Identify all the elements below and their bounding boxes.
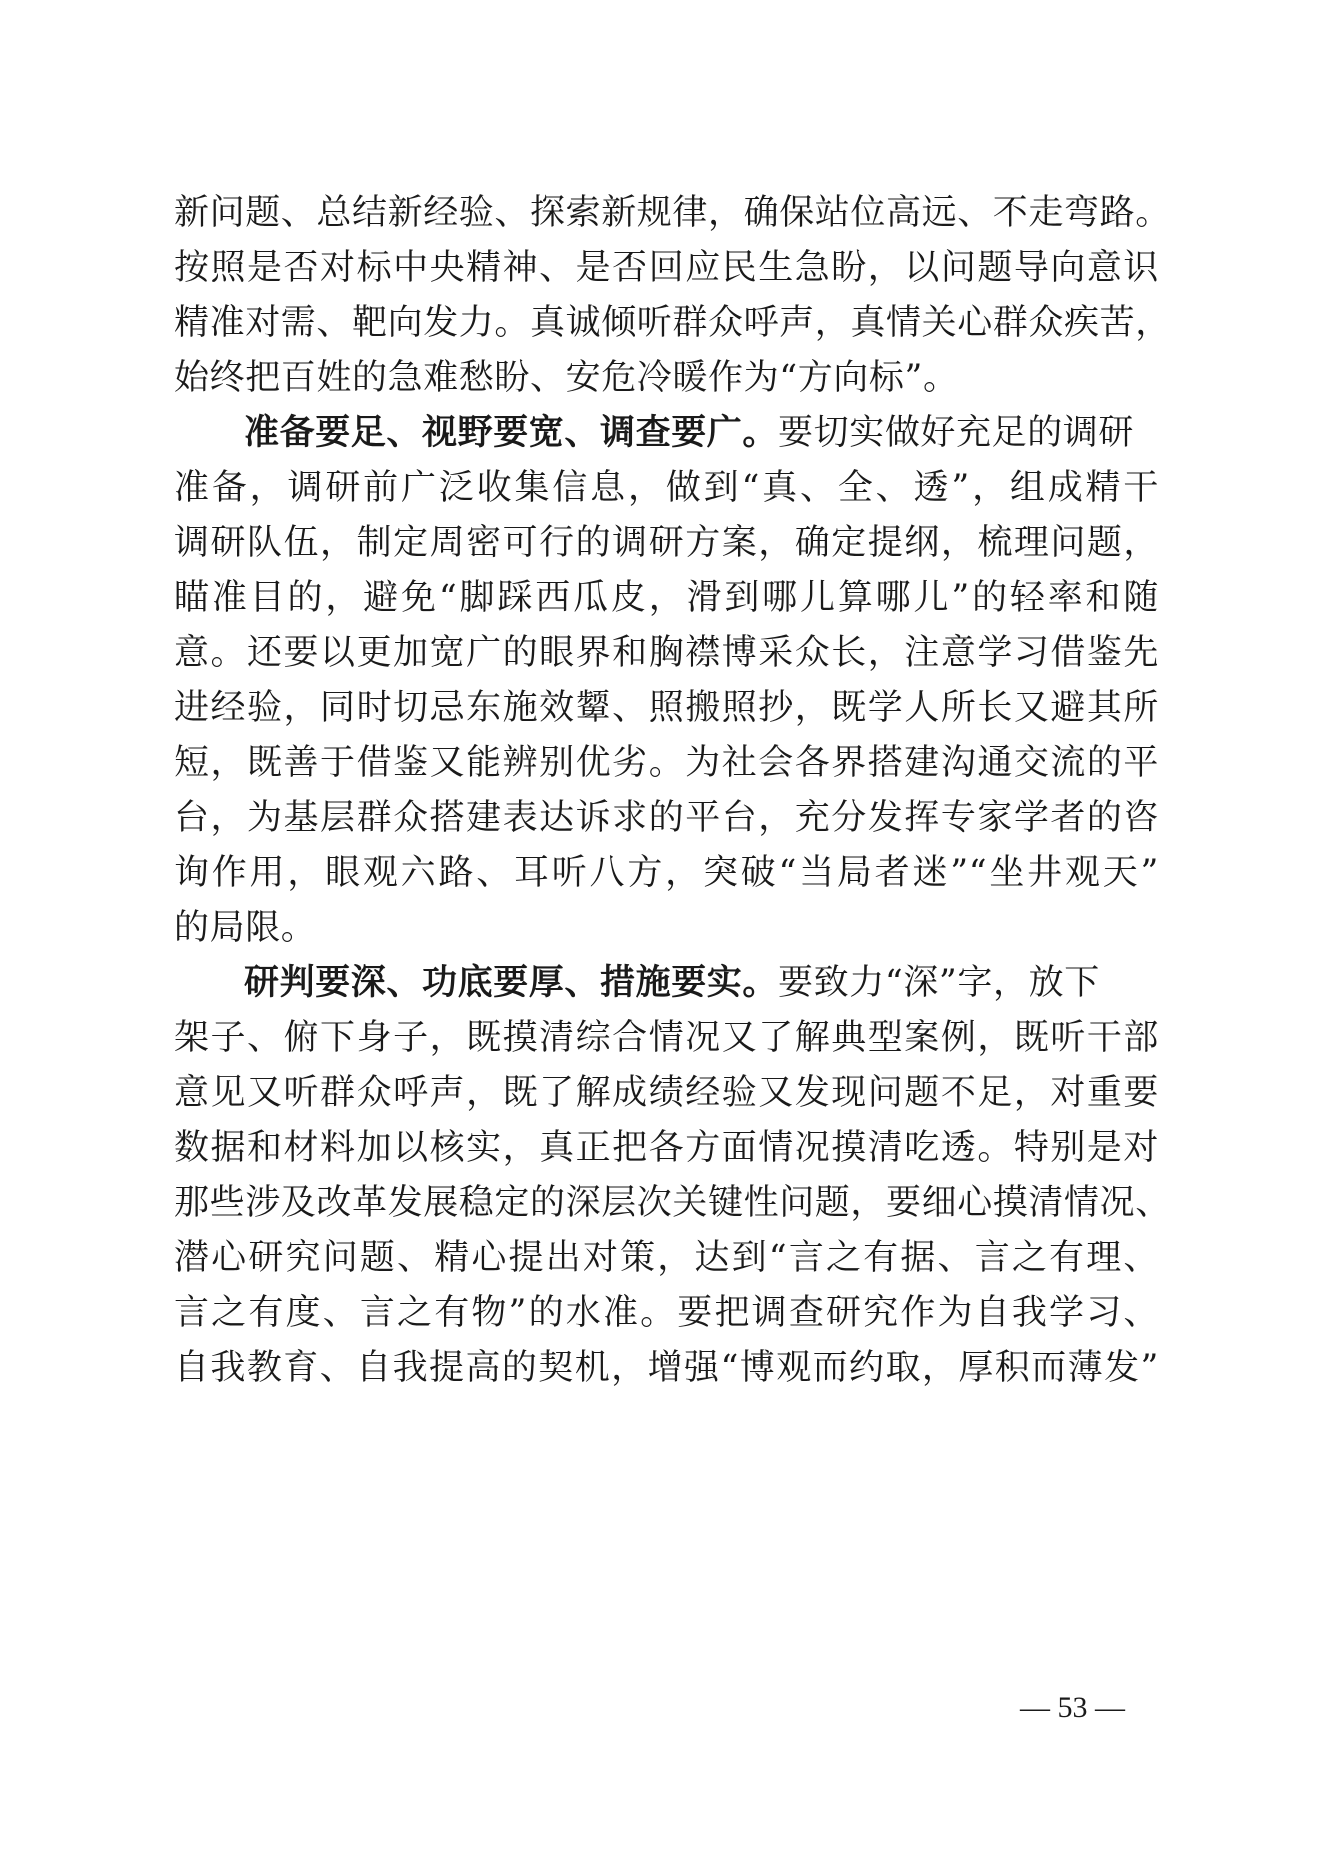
paragraph2-line-4: 瞄准目的，避免“脚踩西瓜皮，滑到哪儿算哪儿”的轻率和随 [174, 578, 1159, 618]
paragraph2-line-5: 意。还要以更加宽广的眼界和胸襟博采众长，注意学习借鉴先 [174, 633, 1159, 673]
paragraph2-line-2: 准备，调研前广泛收集信息，做到“真、全、透”，组成精干 [174, 468, 1159, 508]
paragraph2-line-7: 短，既善于借鉴又能辨别优劣。为社会各界搭建沟通交流的平 [174, 743, 1159, 783]
paragraph3-heading: 研判要深、功底要厚、措施要实。 [244, 963, 779, 1003]
paragraph3-line-2: 架子、俯下身子，既摸清综合情况又了解典型案例，既听干部 [174, 1018, 1159, 1058]
paragraph3-line-5: 那些涉及改革发展稳定的深层次关键性问题，要细心摸清情况、 [174, 1183, 1171, 1223]
paragraph3-line-8: 自我教育、自我提高的契机，增强“博观而约取，厚积而薄发” [174, 1348, 1159, 1388]
paragraph2-line-9: 询作用，眼观六路、耳听八方，突破“当局者迷”“坐井观天” [174, 853, 1159, 893]
page-number: — 53 — [1020, 1691, 1125, 1724]
paragraph2-first-line [244, 413, 1159, 453]
paragraph1-line-4: 始终把百姓的急难愁盼、安危冷暖作为“方向标”。 [174, 358, 959, 398]
paragraph2-heading: 准备要足、视野要宽、调查要广。 [244, 413, 779, 453]
paragraph1-line-2: 按照是否对标中央精神、是否回应民生急盼，以问题导向意识 [174, 248, 1159, 288]
paragraph3-line-7: 言之有度、言之有物”的水准。要把调查研究作为自我学习、 [174, 1293, 1159, 1333]
paragraph3-line-6: 潜心研究问题、精心提出对策，达到“言之有据、言之有理、 [174, 1238, 1159, 1278]
paragraph2-line-10: 的局限。 [174, 908, 317, 948]
paragraph1-line-1: 新问题、总结新经验、探索新规律，确保站位高远、不走弯路。 [174, 193, 1171, 233]
paragraph2-line-6: 进经验，同时切忌东施效颦、照搬照抄，既学人所长又避其所 [174, 688, 1159, 728]
paragraph3-first-line-text: 要致力“深”字，放下 [778, 963, 1100, 1003]
paragraph1-line-3: 精准对需、靶向发力。真诚倾听群众呼声，真情关心群众疾苦， [174, 303, 1171, 343]
paragraph3-line-3: 意见又听群众呼声，既了解成绩经验又发现问题不足，对重要 [174, 1073, 1159, 1113]
paragraph2-line-3: 调研队伍，制定周密可行的调研方案，确定提纲，梳理问题， [174, 523, 1159, 563]
paragraph3-first-line [244, 963, 1159, 1003]
paragraph3-line-4: 数据和材料加以核实，真正把各方面情况摸清吃透。特别是对 [174, 1128, 1159, 1168]
paragraph2-line-8: 台，为基层群众搭建表达诉求的平台，充分发挥专家学者的咨 [174, 798, 1159, 838]
paragraph2-first-line-text: 要切实做好充足的调研 [778, 413, 1135, 453]
